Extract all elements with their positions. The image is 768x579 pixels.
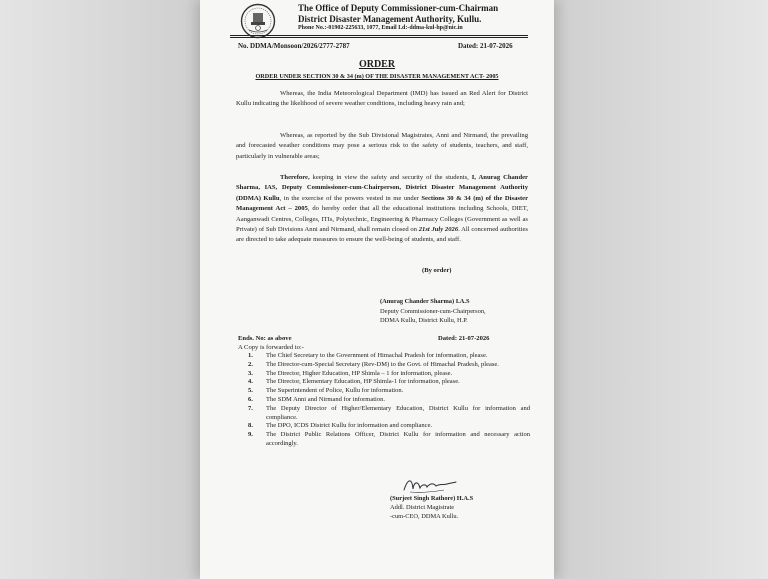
directive-text-3: , do hereby order that all the educational institutions including Schools, DIET, Aanganwadi Centres, Colleges, ITIs, Polytechnic, Engineering & Pharmacy Colleges (Government as well as Private) of Sub Divisions Anni and Nirmand, shall remain closed on xyxy=(236,205,528,234)
authority-title: District Disaster Management Authority, Kullu. xyxy=(298,14,482,24)
background-left xyxy=(0,0,200,579)
list-item xyxy=(248,352,530,361)
list-item-text: The Deputy Director of Higher/Elementary Education, District Kullu for information and compliance. xyxy=(266,404,530,421)
list-item-text: The Director, Elementary Education, HP Shimla-1 for information, please. xyxy=(266,378,460,386)
contact-info: Phone No.:-01902-225633, 1077, Email I.d:-ddma-kul-hp@nic.in xyxy=(298,25,463,31)
list-item xyxy=(248,396,530,405)
background-right xyxy=(554,0,768,579)
list-item-text: The Director-cum-Special Secretary (Rev-DM) to the Govt. of Himachal Pradesh, please. xyxy=(266,360,499,368)
list-item-text: The Director, Higher Education, HP Shimla – 1 for information, please. xyxy=(266,369,453,377)
directive-text-4: . All concerned authorities are directed to take adequate measures to ensure the well-being of students, and staff. xyxy=(236,226,528,244)
by-order-label: (By order) xyxy=(422,267,452,274)
header-rule-thin xyxy=(230,37,528,38)
list-item-text: The SDM Anni and Nirmand for information. xyxy=(266,395,385,403)
list-item-text: The District Public Relations Officer, District Kullu for information and necessary action accordingly. xyxy=(266,431,530,447)
list-item-number: 5. xyxy=(248,387,253,395)
list-item xyxy=(248,405,530,423)
paragraph-order-directive xyxy=(236,173,528,246)
list-item xyxy=(248,387,530,396)
list-item xyxy=(248,431,530,449)
forwarding-list xyxy=(248,352,530,449)
endorsement-date: Dated: 21-07-2026 xyxy=(438,335,490,342)
handwritten-signature-icon xyxy=(400,474,460,496)
closure-date-text: 21st July 2026 xyxy=(418,226,459,234)
signatory-name: (Surjeet Singh Rathore) H.A.S xyxy=(390,495,474,502)
list-item-number: 7. xyxy=(248,404,253,412)
list-item-number: 8. xyxy=(248,422,253,430)
list-item-text: The Superintendent of Police, Kullu for information. xyxy=(266,387,404,395)
list-item xyxy=(248,378,530,387)
signatory-office: DDMA Kullu, District Kullu, H.P. xyxy=(380,317,468,325)
state-emblem-icon xyxy=(240,3,276,39)
list-item-number: 2. xyxy=(248,360,253,368)
therefore-text: Therefore, xyxy=(280,174,310,181)
signatory-designation: Addl. District Magistrate xyxy=(390,504,455,512)
directive-text-2: , in the exercise of the powers vested in me under xyxy=(279,194,422,202)
paragraph-sdm-report: Whereas, as reported by the Sub Divisional Magistrates, Anni and Nirmand, the prevailing and forecasted weather conditions may pose a serious risk to the safety of students, teachers, and staff, particularly in vulnerable areas; xyxy=(236,132,528,160)
document-page xyxy=(200,0,554,579)
endorsement-number: Ends. No: as above xyxy=(238,335,292,342)
signatory-block-dc xyxy=(380,297,486,326)
list-item xyxy=(248,361,530,370)
issuing-officer-text: I, Anurag Chander Sharma, IAS, Deputy Commissioner-cum-Chairperson, District Disaster Management Authority (DDMA) Kullu xyxy=(236,174,528,202)
signatory-name: (Anurag Chander Sharma) I.A.S xyxy=(380,298,470,305)
list-item-text: The DPO, ICDS District Kullu for information and compliance. xyxy=(266,422,433,430)
list-item-number: 3. xyxy=(248,369,253,377)
list-item xyxy=(248,370,530,379)
order-heading: ORDER xyxy=(358,59,396,70)
copy-forwarded-label: A Copy is forwarded to:- xyxy=(238,344,304,351)
order-subheading: ORDER UNDER SECTION 30 & 34 (m) OF THE DISASTER MANAGEMENT ACT- 2005 xyxy=(255,73,499,80)
list-item-text: The Chief Secretary to the Government of Himachal Pradesh for information, please. xyxy=(266,352,488,359)
signatory-block-adm xyxy=(390,494,473,522)
paragraph-imd-alert: Whereas, the India Meteorological Department (IMD) has issued an Red Alert for District Kullu indicating the likelihood of severe weather conditions, including heavy rain and; xyxy=(236,90,528,108)
list-item-number: 4. xyxy=(248,378,253,386)
header-rule xyxy=(230,35,528,36)
signatory-office: -cum-CEO, DDMA Kullu. xyxy=(390,513,459,521)
order-date: Dated: 21-07-2026 xyxy=(458,42,513,50)
list-item-number: 1. xyxy=(248,352,253,359)
office-title: The Office of Deputy Commissioner-cum-Chairman xyxy=(298,3,499,13)
act-reference-text: Sections 30 & 34 (m) of the Disaster Management Act – 2005 xyxy=(236,194,528,213)
signatory-designation: Deputy Commissioner-cum-Chairperson, xyxy=(380,307,486,315)
reference-number: No. DDMA/Monsoon/2026/2777-2787 xyxy=(238,42,350,50)
directive-text-1: keeping in view the safety and security of the students, xyxy=(309,174,472,181)
list-item-number: 6. xyxy=(248,395,253,403)
list-item xyxy=(248,422,530,431)
list-item-number: 9. xyxy=(248,431,253,439)
